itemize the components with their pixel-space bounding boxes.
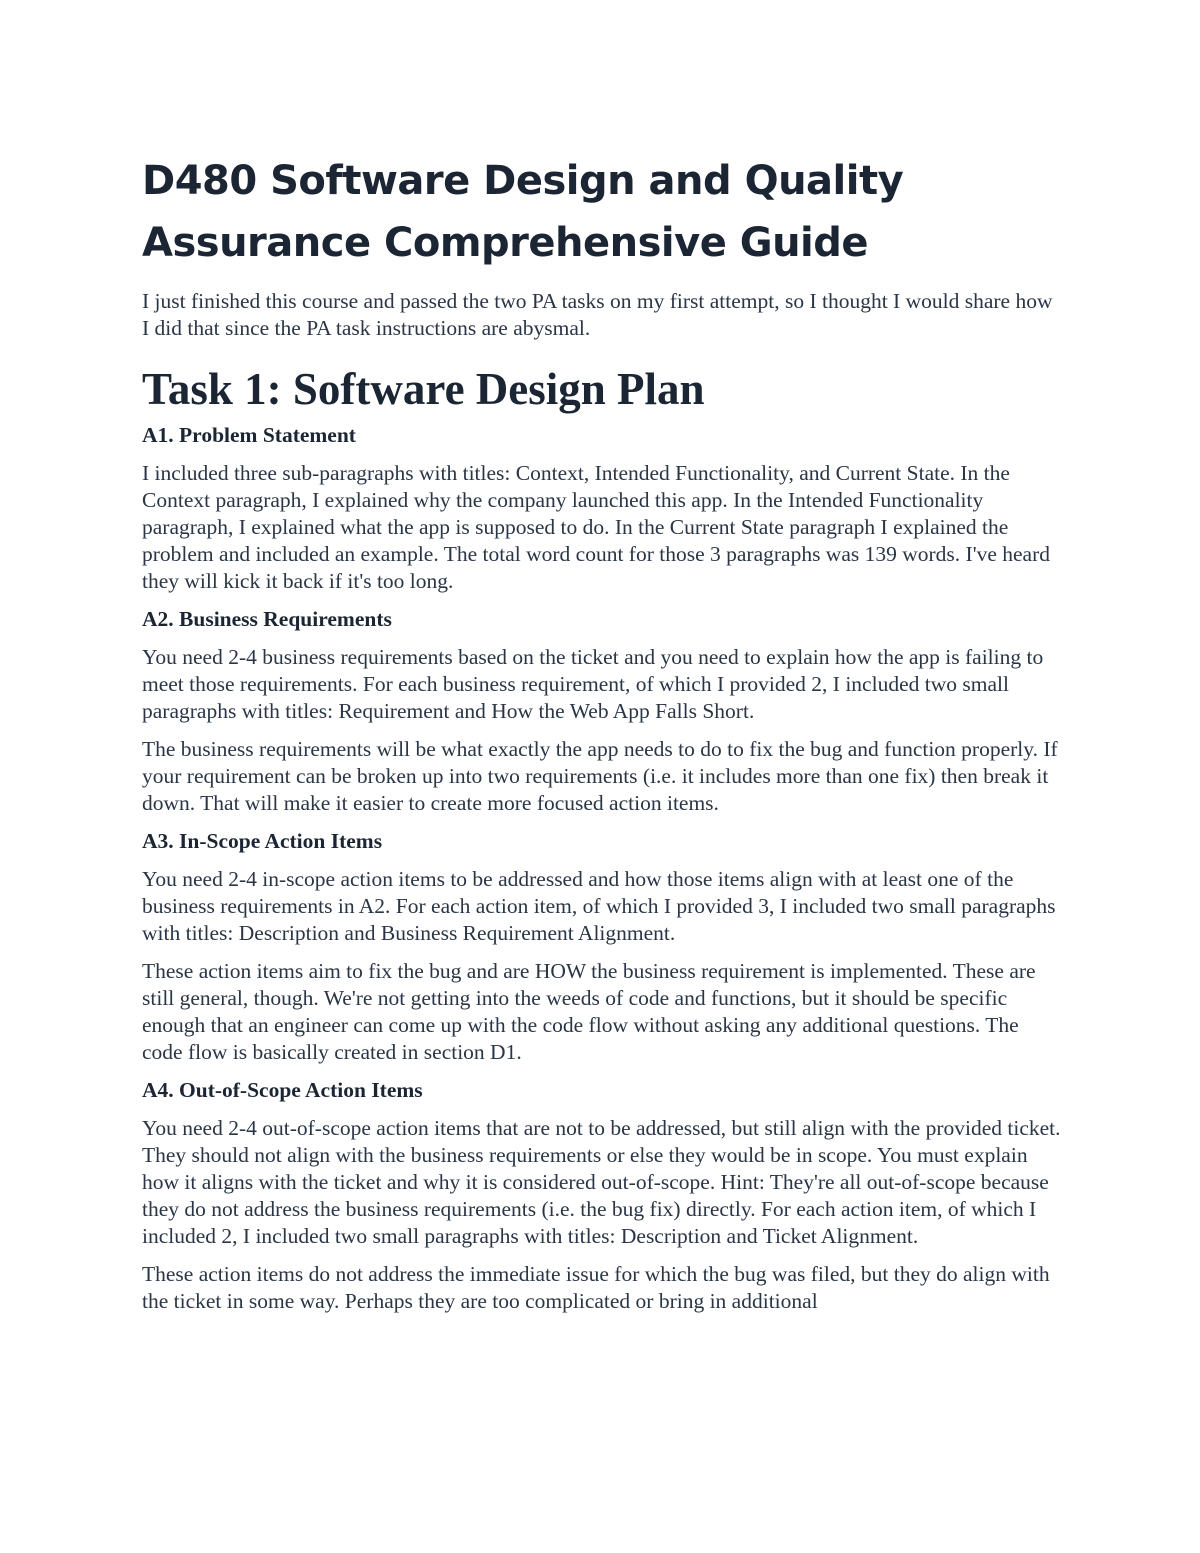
section-a1-paragraph-1: I included three sub-paragraphs with titles: Context, Intended Functionality, and Current State. In the Context paragraph, I explained why the company launched this app. In the Intended Functionality paragraph, I explained what the app is supposed to do. In the Current State paragraph I explained the problem and included an example. The total word count for those 3 paragraphs was 139 words. I've heard they will kick it back if it's too long. xyxy=(142,461,1050,593)
section-a4-heading: A4. Out-of-Scope Action Items xyxy=(142,1078,423,1102)
intro-paragraph: I just finished this course and passed the two PA tasks on my first attempt, so I thought I would share how I did that since the PA task instructions are abysmal. xyxy=(142,289,1053,340)
section-a1-heading: A1. Problem Statement xyxy=(142,423,356,447)
section-a1 xyxy=(142,422,1062,595)
task1-title: Task 1: Software Design Plan xyxy=(142,364,705,414)
document-page xyxy=(142,150,1062,1326)
section-a4-paragraph-1: You need 2-4 out-of-scope action items that are not to be addressed, but still align with the provided ticket. They should not align with the business requirements or else they would be in scope. You must explain how it aligns with the ticket and why it is considered out-of-scope. Hint: They're all out-of-scope because they do not address the business requirements (i.e. the bug fix) directly. For each action item, of which I included 2, I included two small paragraphs with titles: Description and Ticket Alignment. xyxy=(142,1116,1061,1248)
document-title-line1: D480 Software Design and Quality xyxy=(142,158,904,204)
section-a2-heading: A2. Business Requirements xyxy=(142,607,392,631)
document-title-line2: Assurance Comprehensive Guide xyxy=(142,220,869,266)
section-a4-paragraph-2: These action items do not address the immediate issue for which the bug was filed, but they do align with the ticket in some way. Perhaps they are too complicated or bring in additional xyxy=(142,1262,1050,1313)
section-a3-paragraph-1: You need 2-4 in-scope action items to be addressed and how those items align with at least one of the business requirements in A2. For each action item, of which I provided 3, I included two small paragraphs with titles: Description and Business Requirement Alignment. xyxy=(142,867,1056,945)
section-a2 xyxy=(142,606,1062,817)
section-a2-paragraph-2: The business requirements will be what exactly the app needs to do to fix the bug and function properly. If your requirement can be broken up into two requirements (i.e. it includes more than one fix) then break it down. That will make it easier to create more focused action items. xyxy=(142,737,1058,815)
section-a2-paragraph-1: You need 2-4 business requirements based on the ticket and you need to explain how the app is failing to meet those requirements. For each business requirement, of which I provided 2, I included two small paragraphs with titles: Requirement and How the Web App Falls Short. xyxy=(142,645,1044,723)
document-title xyxy=(142,150,1062,274)
section-a3-heading: A3. In-Scope Action Items xyxy=(142,829,383,853)
section-a3-paragraph-2: These action items aim to fix the bug and are HOW the business requirement is implemented. These are still general, though. We're not getting into the weeds of code and functions, but it should be specific enough that an engineer can come up with the code flow without asking any additional questions. The code flow is basically created in section D1. xyxy=(142,959,1036,1064)
section-a4 xyxy=(142,1077,1062,1315)
section-a3 xyxy=(142,828,1062,1066)
